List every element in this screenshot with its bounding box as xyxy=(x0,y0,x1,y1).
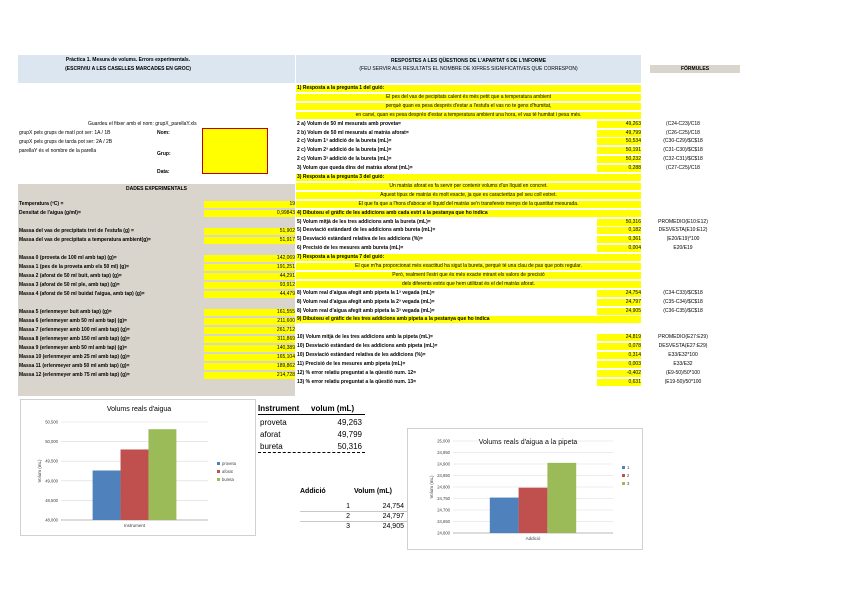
chart-title: Volums reals d'aigua xyxy=(106,406,172,413)
dades-value-input[interactable]: 189,862 xyxy=(204,363,295,370)
answer-label: 5) Desviació estàndard de les addicions amb bureta (mL)= xyxy=(297,227,436,233)
formula-text: (C30-C29)/$C$18 xyxy=(663,138,703,144)
answer-label: 2 c) Volum 3ª addició de la bureta (mL)= xyxy=(297,156,392,162)
bar-aforat xyxy=(121,449,149,520)
dades-label: Massa 6 (erlenmeyer amb 50 ml amb tap) (g)= xyxy=(19,318,127,324)
dades-label: Massa 12 (erlenmeyer amb 75 ml amb tap) (g)= xyxy=(19,372,130,378)
answer-value: 50,232 xyxy=(597,156,641,163)
add-rule-1 xyxy=(300,511,407,512)
answer-value xyxy=(597,325,641,332)
addicio-header: Addició xyxy=(300,488,326,495)
y-tick-label: 24,900 xyxy=(437,461,450,467)
inst-row-1-val: 49,799 xyxy=(337,430,362,439)
data-label: Data: xyxy=(157,169,170,175)
y-axis-label: Volum (mL) xyxy=(37,459,42,483)
legend-label: bureta xyxy=(222,477,234,482)
answer-label: 5) Desviació estàndard relativa de les addicions (%)= xyxy=(297,236,423,242)
nom-label: Nom: xyxy=(157,130,170,136)
answer-label: 12) % error relatiu preguntat a la qüestió num. 12= xyxy=(297,370,417,376)
x-axis-label: Instrument xyxy=(123,523,146,528)
answer-label: 6) Precisió de les mesures amb bureta (mL)= xyxy=(297,245,404,251)
legend-swatch xyxy=(622,482,625,485)
save-note: Guardeu el fitxer amb el nom: grupX_parellaY.xls xyxy=(88,121,197,127)
answer-value: 24,819 xyxy=(597,334,641,341)
formula-text: (C31-C30)/$C$18 xyxy=(663,147,703,153)
answer-label: 1) Resposta a la pregunta 1 del guió: xyxy=(297,85,385,91)
answer-value: 50,534 xyxy=(597,138,641,145)
dades-label: Massa del vas de precipitats tret de l'estufa (g) = xyxy=(19,228,134,234)
answer-label: 4) Dibuixeu el gràfic de les addicions amb cada estri a la pestanya que ho indica xyxy=(297,210,488,216)
answer-text: en canvi, quan es pesa després d'estar a temperatura ambient una hora, el vas té humitat i pesa més. xyxy=(355,112,582,118)
y-tick-label: 49,500 xyxy=(45,458,58,464)
info-line1: grupX pels grups de matí pot ser: 1A / 1B xyxy=(19,130,111,136)
formula-text: (C34-C33)/$C$18 xyxy=(663,290,703,296)
volum2-header: Volum (mL) xyxy=(354,488,392,495)
answer-label: 10) Volum mitjà de les tres addicions amb la pipeta (mL)= xyxy=(297,334,433,340)
volum-header: volum (mL) xyxy=(311,404,355,413)
answer-value: 49,263 xyxy=(597,121,641,128)
chart-pipeta-svg xyxy=(408,429,644,551)
y-tick-label: 24,750 xyxy=(437,496,450,501)
dades-value-input[interactable]: 93,912 xyxy=(204,282,295,289)
chart-instrument xyxy=(20,399,256,536)
x-axis-label: Addició xyxy=(525,536,541,541)
answer-text: perquè quan es pesa després d'estar a l'estufa el vas no te gens d'humitat, xyxy=(385,103,552,109)
answer-value: 0,314 xyxy=(597,352,641,359)
dades-label xyxy=(19,300,204,307)
add-row-2-v: 24,905 xyxy=(382,523,404,530)
bar-proveta xyxy=(93,470,121,520)
answer-text: dels diferents estris que hem utilitzat és el del matràs aforat. xyxy=(401,281,536,287)
dades-value-input[interactable]: 214,728 xyxy=(204,372,295,379)
formula-text: (C26-C25)/C18 xyxy=(666,130,700,136)
add-row-1-n: 2 xyxy=(346,513,350,520)
dades-value-input[interactable]: 261,712 xyxy=(204,327,295,334)
answer-label: 3) Resposta a la pregunta 3 del guió: xyxy=(297,174,385,180)
dades-value-input[interactable]: 0,99843 xyxy=(204,210,295,217)
answer-text: Un matràs aforat es fa servir per contenir volums d'un líquid en concret. xyxy=(389,183,548,189)
formules-header: FÓRMULES xyxy=(650,65,740,73)
formula-text: (C27-C25)/C18 xyxy=(666,165,700,171)
formula-text: E33/E32*100 xyxy=(668,352,698,358)
answer-label xyxy=(297,325,597,332)
dades-label: Massa 8 (erlenmeyer amb 150 ml amb tap) (g)= xyxy=(19,336,130,342)
left-subtitle: (ESCRIVIU A LES CASELLES MARCADES EN GROC) xyxy=(65,66,191,72)
legend-swatch xyxy=(217,470,220,473)
y-tick-label: 50,500 xyxy=(45,419,58,425)
dades-value-input[interactable]: 161,555 xyxy=(204,309,295,316)
answer-label: 7) Resposta a la pregunta 7 del guió: xyxy=(297,254,385,260)
add-rule-2 xyxy=(300,521,407,522)
answers-title: RESPOSTES A LES QÜESTIONS DE L'APARTAT 6 DE L'INFORME xyxy=(390,58,547,64)
answer-value: -0,402 xyxy=(597,370,641,377)
y-tick-label: 24,800 xyxy=(437,484,450,490)
dades-value-input[interactable]: 44,291 xyxy=(204,273,295,280)
add-row-0-v: 24,754 xyxy=(382,503,404,510)
inst-row-0-name: proveta xyxy=(260,418,287,427)
info-line3: parellaY és el nombre de la parella xyxy=(19,148,97,154)
formula-text: DESVESTA(E27:E29) xyxy=(658,343,708,349)
left-title: Pràctica 1. Mesura de volums. Errors experimentals. xyxy=(65,57,191,63)
dades-label: Massa 7 (erlenmeyer amb 100 ml amb tap) (g)= xyxy=(19,327,130,333)
answer-label: 5) Volum mitjà de les tres addicions amb la bureta (mL)= xyxy=(297,219,431,225)
dades-label xyxy=(19,246,204,253)
dades-value-input[interactable]: 165,104 xyxy=(204,354,295,361)
answer-label: 10) Desviació estàndard de les addicions amb pipeta (mL)= xyxy=(297,343,438,349)
answer-label: 2 c) Volum 2ª addició de la bureta (mL)= xyxy=(297,147,392,153)
y-tick-label: 48,000 xyxy=(45,517,58,523)
answer-label: 11) Precisió de les mesures amb pipeta (mL)= xyxy=(297,361,406,367)
dades-label: Massa 4 (aforat de 50 ml buidat l'aigua, amb tap) (g)= xyxy=(19,291,145,297)
answer-text: El pes del vas de pecipitats calent és més petit que a temperatura ambient xyxy=(385,94,552,100)
answer-value: 50,316 xyxy=(597,219,641,226)
answer-label: 8) Volum real d'aigua afegit amb pipeta la 3ª vegada (mL)= xyxy=(297,308,435,314)
bar-3 xyxy=(547,463,576,533)
add-row-0-n: 1 xyxy=(346,503,350,510)
formula-text: DESVESTA(E10:E12) xyxy=(658,227,708,233)
answer-label: 2 a) Volum de 50 ml mesurats amb proveta= xyxy=(297,121,401,127)
y-tick-label: 24,650 xyxy=(437,519,450,524)
dades-value-input[interactable]: 19 xyxy=(204,201,295,208)
legend-label: proveta xyxy=(222,461,236,466)
answer-value: 50,191 xyxy=(597,147,641,154)
dades-label: Massa 0 (proveta de 100 ml amb tap) (g)= xyxy=(19,255,117,261)
y-tick-label: 49,000 xyxy=(45,478,58,484)
answer-text: El que m'ha proporcionat més exactitud ha sigut la bureta, perquè té una clau de pas que pots regular. xyxy=(355,263,582,269)
answer-value: 0,078 xyxy=(597,343,641,350)
legend-label: aforat xyxy=(222,469,233,474)
dades-label: Massa 9 (erlenmeyer amb 50 ml amb tap) (g)= xyxy=(19,345,127,351)
answer-text: Però, realment l'estri que és més exacte mirant els valors de precisió xyxy=(392,272,545,278)
grup-label: Grup: xyxy=(157,151,171,157)
formula-text: (E19-50)/50*100 xyxy=(664,379,702,385)
answer-value: 24,754 xyxy=(597,290,641,297)
add-row-1-v: 24,797 xyxy=(382,513,404,520)
answer-label: 8) Volum real d'aigua afegit amb pipeta la 2ª vegada (mL)= xyxy=(297,299,435,305)
answer-label: 2 b) Volum de 50 ml mesurats al matràs aforat= xyxy=(297,130,409,136)
legend-swatch xyxy=(622,474,625,477)
dades-value-input[interactable]: 142,069 xyxy=(204,255,295,262)
dades-value-input[interactable]: 211,600 xyxy=(204,318,295,325)
y-tick-label: 48,500 xyxy=(45,497,58,503)
table-rule-bottom xyxy=(258,452,365,453)
dades-value-input[interactable]: 191,251 xyxy=(204,264,295,271)
answer-text: Aquest tipus de matràs és molt exacte, ja que es caracteritza pel seu coll estret. xyxy=(380,192,557,198)
formula-text: PROMEDIO(E10:E12) xyxy=(658,219,708,225)
answer-value: 0,004 xyxy=(597,245,641,252)
answer-value: 49,799 xyxy=(597,130,641,137)
formula-text: (C32-C31)/$C$18 xyxy=(663,156,703,162)
answer-text: El que fa que a l'hora d'abocar el líquid del matràs se'n transfereix menys de la quantitat mesurada. xyxy=(358,201,579,207)
dades-label: Massa 10 (erlenmeyer amb 25 ml amb tap) (g)= xyxy=(19,354,130,360)
name-input[interactable] xyxy=(202,128,268,174)
bar-2 xyxy=(519,488,548,533)
dades-value-input[interactable]: 51,917 xyxy=(204,237,295,244)
formula-text: E20/E19 xyxy=(673,245,693,251)
inst-row-1-name: aforat xyxy=(260,430,281,439)
legend-label: 1 xyxy=(627,465,630,470)
formula-text: (E20/E19)*100 xyxy=(666,236,700,242)
formula-text: (C24-C23)/C18 xyxy=(666,121,700,127)
answer-value: 0,361 xyxy=(597,236,641,243)
answer-label: 2 c) Volum 1ª addició de la bureta (mL)= xyxy=(297,138,392,144)
chart-instrument-svg xyxy=(21,400,257,537)
dades-value-input[interactable]: 51,902 xyxy=(204,228,295,235)
answer-value: 0,003 xyxy=(597,361,641,368)
dades-label: Massa del vas de precipitats a temperatura ambient(g)= xyxy=(19,237,151,243)
dades-label: Temperatura (ºC) = xyxy=(19,201,64,207)
dades-label xyxy=(19,219,204,226)
chart-title: Volums reals d'aigua a la pipeta xyxy=(478,439,578,446)
answer-value: 24,905 xyxy=(597,308,641,315)
dades-value-input[interactable]: 311,869 xyxy=(204,336,295,343)
inst-row-0-val: 49,263 xyxy=(337,418,362,427)
dades-label: Massa 1 (pes de la proveta amb els 50 ml) (g)= xyxy=(19,264,129,270)
instrument-header: Instrument xyxy=(258,404,300,413)
answer-label: 8) Volum real d'aigua afegit amb pipeta la 1ª vegada (mL)= xyxy=(297,290,435,296)
answer-label: 3) Volum que queda dins del matràs aforat (mL)= xyxy=(297,165,413,171)
dades-label: Massa 11 (erlenmeyer amb 50 ml amb tap) (g)= xyxy=(19,363,130,369)
legend-swatch xyxy=(217,462,220,465)
add-row-2-n: 3 xyxy=(346,523,350,530)
bar-1 xyxy=(490,498,519,533)
dades-label: Massa 3 (aforat de 50 ml ple, amb tap) (g)= xyxy=(19,282,120,288)
answers-subtitle: (FEU SERVIR ALS RESULTATS EL NOMBRE DE XIFRES SIGNIFICATIVES QUE CORRESPON) xyxy=(359,66,578,72)
dades-label: Densitat de l'aigua (g/ml)= xyxy=(19,210,81,216)
info-line2: grupX pels grups de tarda pot ser: 2A / 2B xyxy=(19,139,113,145)
answer-value: 0,288 xyxy=(597,165,641,172)
inst-row-2-val: 50,316 xyxy=(337,442,362,451)
answer-label: 10) Desviació estàndard relativa de les addicions (%)= xyxy=(297,352,426,358)
answer-value: 0,182 xyxy=(597,227,641,234)
legend-label: 3 xyxy=(627,481,630,486)
answer-label: 13) % error relatiu preguntat a la qüestió num. 13= xyxy=(297,379,417,385)
y-tick-label: 24,700 xyxy=(437,507,450,513)
y-tick-label: 50,000 xyxy=(45,439,58,445)
dades-value-input[interactable]: 44,479 xyxy=(204,291,295,298)
formula-text: PROMEDIO(E27:E29) xyxy=(658,334,708,340)
dades-value-input[interactable]: 140,389 xyxy=(204,345,295,352)
dades-label: Massa 5 (erlenmeyer buit amb tap) (g)= xyxy=(19,309,112,315)
formula-text: E33/E32 xyxy=(673,361,693,367)
y-axis-label: Volum (mL) xyxy=(429,475,434,499)
legend-swatch xyxy=(622,466,625,469)
formula-text: (E9-50)/50*100 xyxy=(666,370,700,376)
answer-value: 24,797 xyxy=(597,299,641,306)
y-tick-label: 24,600 xyxy=(437,530,450,536)
formula-text: (C35-C34)/$C$18 xyxy=(663,299,703,305)
answer-value: 0,631 xyxy=(597,379,641,386)
legend-swatch xyxy=(217,478,220,481)
answer-label: 9) Dibuixeu el gràfic de les tres addicions amb pipeta a la pestanya que ho indica xyxy=(297,316,490,322)
bar-bureta xyxy=(148,429,176,520)
formula-text: (C36-C35)/$C$18 xyxy=(663,308,703,314)
dades-title: DADES EXPERIMENTALS xyxy=(125,186,188,192)
y-tick-label: 25,000 xyxy=(437,438,450,444)
chart-pipeta xyxy=(407,428,643,550)
inst-row-2-name: bureta xyxy=(260,442,283,451)
y-tick-label: 24,950 xyxy=(437,450,450,455)
table-rule xyxy=(258,414,365,415)
y-tick-label: 24,850 xyxy=(437,473,450,478)
legend-label: 2 xyxy=(627,473,630,478)
dades-label: Massa 2 (aforat de 50 ml buit, amb tap) (g)= xyxy=(19,273,122,279)
